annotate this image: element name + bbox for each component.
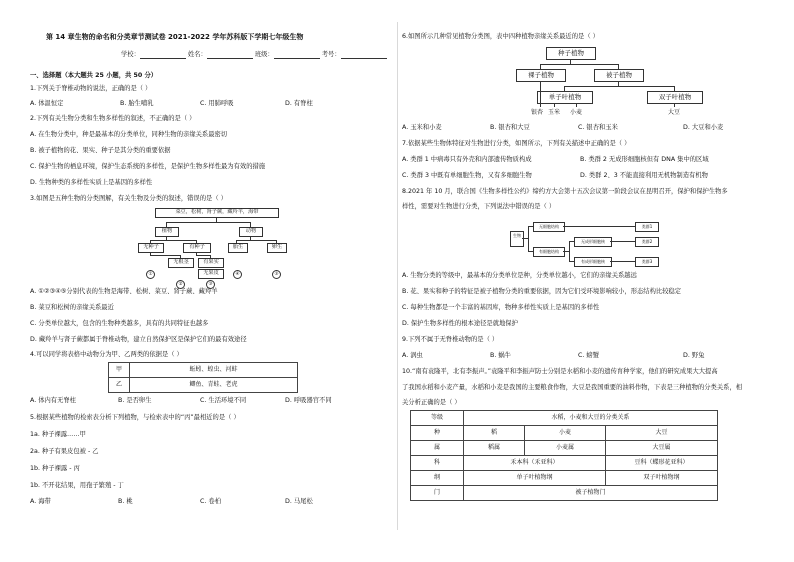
- q4-option-b[interactable]: B. 是否卵生: [118, 397, 152, 404]
- q4-option-c[interactable]: C. 生活环境不同: [200, 397, 247, 404]
- q6-option-d[interactable]: D. 大豆和小麦: [683, 124, 724, 131]
- q7-stem: 7.依据某些生物体特征对生物进行分类，如图所示，下列有关描述中正确的是（ ）: [402, 140, 631, 147]
- connector: [610, 261, 635, 262]
- q6-option-b[interactable]: B. 银杏和大豆: [490, 124, 530, 131]
- connector: [236, 240, 276, 241]
- q6-angio-box: 被子植物: [594, 69, 644, 82]
- q8-stem-line2: 样性，需要对生物进行分类，下列说法中错误的是（ ）: [402, 203, 556, 210]
- q5-option-d[interactable]: D. 马尾松: [285, 498, 313, 505]
- q6-dicot-box: 双子叶植物: [647, 91, 703, 104]
- q5-key-3: 1b. 种子裸露 - 丙: [30, 465, 80, 472]
- q2-option-a[interactable]: A. 在生物分类中，种是最基本的分类单位，同种生物的亲缘关系最密切: [30, 131, 228, 138]
- q8-option-b[interactable]: B. 花、果实和种子的特征是被子植物分类的重要依据，因为它们受环境影响较小，形态结构比较稳定: [402, 288, 682, 295]
- q4-option-a[interactable]: A. 体内有无脊柱: [30, 397, 76, 404]
- table-row: [411, 441, 718, 456]
- q6-gymno-box: 裸子植物: [516, 69, 566, 82]
- q6-seed-plant-box: 种子植物: [546, 47, 596, 60]
- q10-cell: 禾本科（禾亚科）: [464, 456, 606, 471]
- q3-option-c[interactable]: C. 分类单位越大，包含的生物种类越多，具有的共同特征也越多: [30, 320, 209, 327]
- q1-option-d[interactable]: D. 有脊柱: [285, 100, 313, 107]
- q10-stem-line1: 10.“南有袁隆平，北有李振声。”袁隆平和李振声防士分别是水稻和小麦的遗传育种学家，他们的研究成果大大提高: [402, 368, 718, 375]
- connector: [196, 255, 210, 256]
- q4-table: [108, 362, 298, 393]
- q10-rank-cell: 科: [411, 456, 464, 471]
- q6-leaf-corn: 玉米: [548, 109, 561, 116]
- q10-cell: 稻属: [464, 441, 525, 456]
- connector: [540, 64, 618, 65]
- q3-plant-box: 植物: [155, 227, 179, 237]
- connector: [564, 86, 674, 87]
- q10-header-rank: 等级: [411, 411, 464, 426]
- connector: [576, 103, 577, 107]
- q8-no-cell-box: 无细胞结构: [533, 222, 565, 232]
- q4-group-cell: 乙: [109, 378, 130, 393]
- q10-cell: 稻: [464, 426, 525, 441]
- id-label: 考号：: [321, 51, 341, 58]
- table-row: [109, 378, 298, 393]
- table-row: [411, 471, 718, 486]
- q6-leaf-soybean: 大豆: [668, 109, 681, 116]
- q8-no-nucleus-box: 无成形细胞核: [574, 237, 612, 247]
- q8-stem-line1: 8.2021 年 10 月，联合国《生物多样性公约》缔约方大会第十五次会议第一阶段会议在昆明召开，保护和保护生物多: [402, 188, 728, 195]
- q6-stem: 6.如图所示几种常见植物分类图，表中四种植物亲缘关系最近的是（ ）: [402, 33, 599, 40]
- q8-has-cell-box: 有细胞结构: [533, 247, 565, 257]
- q10-rank-cell: 门: [411, 486, 464, 501]
- q7-option-a[interactable]: A. 类群 1 中病毒只有外壳和内部遗传物质构成: [402, 156, 532, 163]
- q2-option-b[interactable]: B. 被子植物的花、果实、种子是其分类的重要依据: [30, 147, 171, 154]
- q4-group-cell: 甲: [109, 363, 130, 378]
- q4-option-d[interactable]: D. 呼吸器官不同: [285, 397, 332, 404]
- q10-rank-cell: 属: [411, 441, 464, 456]
- q10-cell: 双子叶植物纲: [606, 471, 718, 486]
- connector: [554, 103, 555, 107]
- exam-title: 第 14 章生物的命名和分类章节测试卷 2021-2022 学年苏科版下学期七年级生物: [46, 33, 304, 41]
- q5-option-b[interactable]: B. 桃: [118, 498, 133, 505]
- q3-stem: 3.如图是五种生物的分类图解，有关生物及分类的叙述，错误的是（ ）: [30, 195, 227, 202]
- q10-header-title: 水稻，小麦和大豆的分类关系: [464, 411, 718, 426]
- column-divider: [397, 22, 398, 530]
- q8-option-a[interactable]: A. 生物分类的等级中，最基本的分类单位是种，分类单位越小，它们的亲缘关系越远: [402, 272, 637, 279]
- q7-option-b[interactable]: B. 类群 2 无成形细胞核但有 DNA 集中的区域: [580, 156, 709, 163]
- connector: [166, 222, 250, 223]
- q6-option-a[interactable]: A. 玉米和小麦: [402, 124, 442, 131]
- q10-stem-line2: 了我国水稻和小麦产量，水稻和小麦是我国的主要粮食作物，大豆是我国重要的油料作物，下表是三种植物的分类关系，相: [402, 384, 743, 391]
- student-info-row: [121, 51, 387, 59]
- q10-rank-cell: 纲: [411, 471, 464, 486]
- connector: [610, 241, 635, 242]
- q8-has-nucleus-box: 有成形细胞核: [574, 257, 612, 267]
- q10-cell: 被子植物门: [464, 486, 718, 501]
- q4-members-cell: 鲫鱼、青蛙、老虎: [130, 378, 298, 393]
- q5-option-a[interactable]: A. 海带: [30, 498, 51, 505]
- q10-cell: 小麦属: [525, 441, 606, 456]
- table-row: [109, 363, 298, 378]
- q2-stem: 2.下列有关生物分类和生物多样性的叙述，不正确的是（ ）: [30, 115, 196, 122]
- table-row: [411, 411, 718, 426]
- connector: [150, 240, 196, 241]
- q2-option-d[interactable]: D. 生物种类的多样性实质上是基因的多样性: [30, 179, 153, 186]
- q3-has-fruit-box: 有果实: [198, 258, 224, 268]
- school-label: 学校：: [121, 51, 140, 58]
- q6-mono-box: 单子叶植物: [537, 91, 593, 104]
- q10-cell: 大豆: [606, 426, 718, 441]
- q2-option-c[interactable]: C. 保护生物的栖息环境，保护生态系统的多样性，是保护生物多样性最为有效的措施: [30, 163, 266, 170]
- q7-option-d[interactable]: D. 类群 2、3 不能直接利用无机物制造有机物: [580, 172, 708, 179]
- q10-classification-table: [410, 410, 718, 501]
- q9-option-a[interactable]: A. 涡虫: [402, 352, 423, 359]
- q9-option-c[interactable]: C. 螃蟹: [578, 352, 599, 359]
- q10-cell: 单子叶植物纲: [464, 471, 606, 486]
- q8-group1-box: 类群1: [635, 222, 659, 232]
- section-heading: 一、选择题（本大题共 25 小题，共 50 分）: [30, 72, 158, 79]
- connector: [528, 226, 529, 251]
- q10-cell: 小麦: [525, 426, 606, 441]
- connector: [563, 226, 635, 227]
- q3-node-2: ②: [176, 280, 185, 289]
- connector: [674, 103, 675, 107]
- q1-option-a[interactable]: A. 体温恒定: [30, 100, 64, 107]
- q3-option-b[interactable]: B. 菜豆和松树的亲缘关系最近: [30, 304, 114, 311]
- q9-stem: 9.下列不属于无脊椎动物的是（ ）: [402, 336, 499, 343]
- q3-no-root-box: 无根茎: [168, 258, 194, 268]
- q4-stem: 4.可以同学将表格中动物分为甲、乙两类的依据是（ ）: [30, 351, 183, 358]
- q5-option-c[interactable]: C. 卷柏: [200, 498, 221, 505]
- table-row: [411, 456, 718, 471]
- q1-stem: 1.下列关于脊椎动物的说法，正确的是（ ）: [30, 85, 152, 92]
- q10-stem-line3: 关分析正确的是（ ）: [402, 399, 461, 406]
- q3-top-box: 菜豆，松树，肾子蕨，藏羚羊，海带: [155, 208, 279, 218]
- name-field[interactable]: [207, 53, 253, 59]
- connector: [540, 81, 541, 107]
- q6-leaf-ginkgo: 银杏: [531, 109, 544, 116]
- q8-option-d[interactable]: D. 保护生物多样性的根本途径是就地保护: [402, 320, 518, 327]
- q5-key-2: 2a. 种子有果皮包被 - 乙: [30, 448, 99, 455]
- q3-node-1: ①: [146, 270, 155, 279]
- q3-option-a[interactable]: A. ①②③④⑤分别代表的生物是海带、松树、菜豆、肾子蕨、藏羚羊: [30, 288, 218, 295]
- q3-has-seed-box: 有种子: [183, 243, 211, 253]
- q4-members-cell: 蚯蚓、蝗虫、河蚌: [130, 363, 298, 378]
- q3-node-4: ④: [233, 270, 242, 279]
- q3-viviparous-box: 胎生: [228, 243, 248, 253]
- q3-no-fruit-box: 无果皮: [198, 269, 224, 279]
- q5-key-4: 1b. 不开花结果，用孢子繁殖 - 丁: [30, 482, 124, 489]
- q3-node-5: ⑤: [272, 270, 281, 279]
- q3-node-3: ③: [206, 280, 215, 289]
- school-field[interactable]: [140, 53, 186, 59]
- q3-animal-box: 动物: [239, 227, 263, 237]
- name-label: 姓名：: [187, 51, 207, 58]
- q3-option-d[interactable]: D. 藏羚羊与肾子蕨都属于脊椎动物，建立自然保护区是保护它们的最有效途径: [30, 336, 247, 343]
- connector: [569, 241, 570, 261]
- q5-stem: 5.根据某些植物的检索表分析下列植物，与检索表中的“丙”最相近的是（ ）: [30, 414, 240, 421]
- q8-root-box: 生物: [510, 231, 524, 247]
- table-row: [411, 426, 718, 441]
- q3-oviparous-box: 卵生: [267, 243, 287, 253]
- id-field[interactable]: [341, 53, 387, 59]
- q6-leaf-wheat: 小麦: [570, 109, 583, 116]
- q9-option-b[interactable]: B. 蜗牛: [490, 352, 511, 359]
- q10-rank-cell: 种: [411, 426, 464, 441]
- connector: [150, 255, 180, 256]
- class-label: 班级：: [254, 51, 274, 58]
- q3-no-seed-box: 无种子: [138, 243, 164, 253]
- table-row: [411, 486, 718, 501]
- q8-group3-box: 类群3: [635, 257, 659, 267]
- q6-option-c[interactable]: C. 银杏和玉米: [578, 124, 618, 131]
- q1-option-c[interactable]: C. 用肺呼吸: [200, 100, 234, 107]
- q8-group2-box: 类群2: [635, 237, 659, 247]
- q1-option-b[interactable]: B. 胎生哺乳: [120, 100, 154, 107]
- q8-option-c[interactable]: C. 每种生物都是一个丰富的基因库，物种多样性实质上是基因的多样性: [402, 304, 600, 311]
- q10-cell: 豆科（蝶形花亚科）: [606, 456, 718, 471]
- q7-option-c[interactable]: C. 类群 3 中既有单细胞生物，又有多细胞生物: [402, 172, 532, 179]
- q10-cell: 大豆属: [606, 441, 718, 456]
- class-field[interactable]: [274, 53, 320, 59]
- q5-key-1: 1a. 种子裸露……甲: [30, 431, 86, 438]
- q9-option-d[interactable]: D. 野兔: [683, 352, 705, 359]
